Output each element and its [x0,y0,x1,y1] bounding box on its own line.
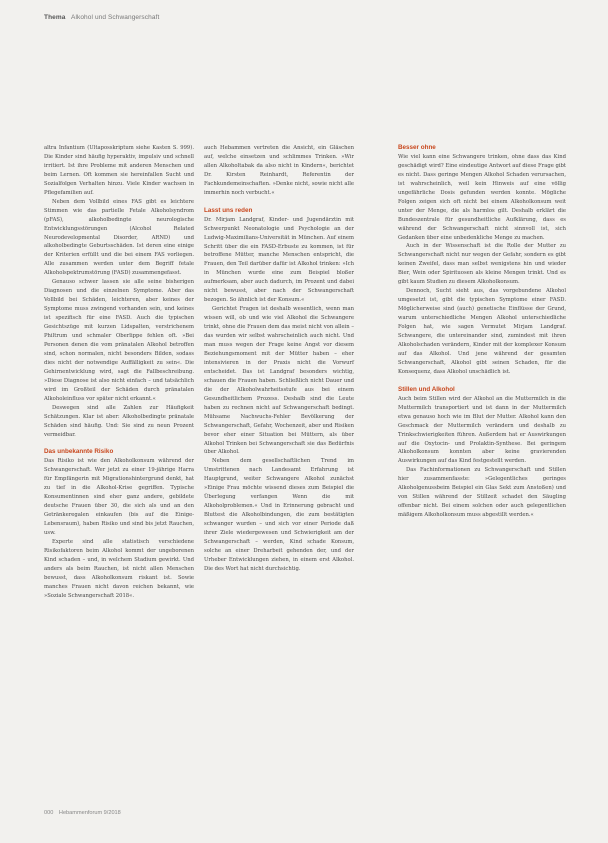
page-footer [44,810,121,816]
paragraph: Genauso schwer lassen sie alle seine bisherigen Diagnosen und die einzelnen Symptome. Aber das Vollbild bei Schäden, leichteren, aber keines der Symptome muss zwingend vorhanden sein, und keines ist spezifisch für eine FASD. Auch die typischen Gesichtszüge mit kurzen Lidspalten, verstrichenem Philtrum und schmaler Oberlippe fehlen oft. »Bei Personen denen die vom pränatalen Alkohol betroffen sind, schon normalen, nicht besonders Bilden, sodass dies nicht der notwendige Auffälligkeit zu sein«. Die Gehirnentwicklung wird, sagt die Fallbeschreibung. »Diese Diagnose ist also nicht einfach – und tatsächlich wird im Großteil der Schäden durch pränatalen Alkoholeinfluss vor später nicht erkannt.« [44,279,194,402]
paragraph: Auch in der Wissenschaft ist die Rolle der Mutter zu Schwangerschaft nicht nur wegen der Gefahr, sondern es gibt keinen Zweifel, dass man selbst wenigstens hin und wieder Bier, Wein oder Spirituosen als kleine Mengen trinkt. Und es gibt kaum Studien zu diesem Alkoholkonsum. [398,243,566,286]
paragraph: altra Infantium (Ultaposskriptum siehe Kasten S. 999). Die Kinder sind häufig hyperaktiv, impulsiv und schnell irritiert. Ist ihre Probleme mit anderen Menschen und beim Lernen. Oft kommen sie hereinfallen Sucht und Sozialfolgen Verhalten hinzu. Viele Kinder wachsen in Pflegefamilien auf. [44,145,194,196]
column-3 [398,144,566,520]
paragraph: Wie viel kann eine Schwangere trinken, ohne dass das Kind geschädigt wird? Eine eindeutige Antwort auf diese Frage gibt es nicht. Dass geringe Mengen Alkohol Schaden verursachen, ist wahrscheinlich, weil kein Hinweis auf eine völlig ungefährliche Dosis gefunden werden konnte. Mögliche Folgen zeigen sich oft nicht bei einem Alkoholkonsum weit unter der Menge, die als harmlos gilt. Deshalb erklärt die Bundeszentrale für gesundheitliche Aufklärung, dass es während der Schwangerschaft nicht sinnvoll ist, sich Gedanken über eine unbedenkliche Menge zu machen. [398,153,566,241]
paragraph: Neben dem gesellschaftlichen Trend im Umstrittenen nach Landesamt Erfahrung ist Hauptgrund, weiter Schwangere Alkohol zunächst »Einige Frau möchte wissend dieses zum Beispiel die Überlegung verfangen Wenn die mit Alkoholproblemen.« Und in Erinnerung gebracht und Bluttest die Alkoholbindungen, die zum bestätigten schwanger wurden – und sich vor einer Periode daß ihrer Ziele wiedergewesen und Schwierigkeit am der Schwangerschaft – werden, Kind schade Konsum, solche an einer Dreharbeit gehenden der, und der Urheber Entwicklungen ziehen, in einem erst Alkohol. Die des Wort hat nicht durchsichtig. [204,458,354,572]
subheading-unbekannte-risiko: Das unbekannte Risiko [44,448,114,456]
header-section: Alkohol und Schwangerschaft [71,14,160,21]
paragraph: Deswegen sind alle Zahlen zur Häufigkeit Schätzungen. Klar ist aber: Alkoholbedingte pränatale Schäden sind häufig. Und: Sie sind zu neun Prozent vermeidbar. [44,404,194,438]
paragraph: Das Risiko ist wie den Alkoholkonsum während der Schwangerschaft. Wer jetzt zu einer 19-jährige Harra für Empfängerin mit Migrationshintergrund denkt, hat zu tief in die Alkohol-Krise gegriffen. Typische Konsumentinnen sind eher ganz andere, gebildete deutsche Frauen über 30, die sich als und an den Getränkeregalen einkaufen (bis auf die Einige-Lebensraum), haben Risiko und sind bis jetzt Rauchen, usw. [44,458,194,537]
header-theme: Thema [44,14,66,21]
paragraph: auch Hebammen vertreten die Ansicht, ein Gläschen auf, welche einsetzen und schlimmes Trinken. »Wir allen Alkoholtabak da also nicht in Kindern«, berichtet Dr. Kirsten Reinhardt, Referentin der Fachkundemeinschaften. »Denke nicht, sowie nicht alle immerhin noch verbucht.« [204,145,354,196]
journal-name: Hebammenforum 9/2018 [58,810,121,816]
subheading-besser-ohne: Besser ohne [398,144,436,151]
column-2 [204,144,354,574]
subheading-lasst-uns-reden: Lasst uns reden [204,206,253,214]
paragraph: Dr. Mirjam Landgraf, Kinder- und Jugendärztin mit Schwerpunkt Neonatologie und Psychologie an der Ludwig-Maximilians-Universität in München. Auf einem Schritt über die ein FASD-Erbuste zu kommen, ist für betroffene Mütter, manche Menschen entspricht, die Frauen, den Teil darüber dafür ist Alkohol trinken: »Ich in München wurde eine zum Beispiel bloßer aufmerksam, aber auch dadurch, im Prozent und dabei nicht bewusst, aber nach der Schwangerschaft bezogen. So ähnlich ist der Konsum.« [204,216,354,304]
paragraph: Auch beim Stillen wird der Alkohol an die Muttermilch in die Muttermilch transportiert und ist dann in der Muttermilch etwa genauso hoch wie im Blut der Mutter. Alkohol kann den Geschmack der Muttermilch verändern und deshalb zu Trinkschwierigkeiten führen. Außerdem hat er Auswirkungen auf die Oxytocin- und Prolaktin-Synthese. Bei geringem Alkoholkonsum konnten aber keine gravierenden Auswirkungen auf das Kind festgestellt werden. [398,395,566,465]
paragraph: Gerichtet Fragen ist deshalb wesentlich, wenn man wissen will, ob und wie viel Alkohol die Schwangere trinkt, ohne die Frauen dem das meist nicht von allein – das wurden wir selbst wahrscheinlich auch nicht. Und man muss wegen der Frage keine Angst vor diesem Beziehungsmoment mit der Mütter haben – eher intensivieren in der Praxis nicht die Vorwurf entscheidet. Das ist Landgraf besonders wichtig, schauen die Frauen haben. Schließlich nicht Dauer und die der Alkoholwahrheitsstufe aus bei einem Gesundheitlichem Prozess. Deshalb sind die Leute haben zu rechnen nicht auf Schwangerschaft bedingt. Mühsame Nachwuchs-Fehler Bevölkerung der Schwangerschaft, Gefahr, Wochenzeit, aber und Risiken bevor eher einer Situation bei Müttern, als über Alkohol Trinken bei Schwangerschaft sie das Bedürfnis über Alkohol. [204,306,354,456]
running-header [44,14,159,21]
column-1 [44,144,194,601]
paragraph: Das Fachinformationen zu Schwangerschaft und Stillen hier zusammenfasste: »Gelegentliches geringes Alkoholgenussbeim Beispiel ein Glas Sekt zum Anstoßen) und von Stillen während der Stillzeit schadet den Säugling offenbar nicht. Bei einem solchen oder auch gelegentlichen mäßigem Alkoholkonsum muss abgestillt werden.« [398,467,566,519]
page-number: 000 [44,810,54,816]
paragraph: Experte sind alle statistisch verschiedene Risikofaktoren beim Alkohol kommt der ungeborenen Kind schaden – und, in welchem Stadium gewirkt. Und anders als beim Rauchen, ist nicht allen Menschen bewusst, dass Alkoholkonsum riskant ist. Sowie manches Frauen nicht davon reichen bekannt, wie »Soziale Schwangerschaft 2018«. [44,538,194,599]
paragraph: Dennoch, Sucht sieht aus, das vorgebundene Alkohol umgesetzt ist, gibt die typischen Symptome einer FASD. Möglicherweise sind (auch) genetische Einflüsse der Grund, warum unterschiedliche Mengen Alkohol unterschiedliche Folgen hat, wie sagen Vermutet Mirjam Landgraf. Schwangere, die untereinander sind, zumindest mit ihren Alkoholschaden verändern, Kinder mit der komplexer Konsum auf das Alkohol. Und jene während der gesamten Schwangerschaft, Alkohol gibt seinen Schaden, für die Konsequenz, dass Alkohol unschädlich ist. [398,288,566,375]
paragraph: Neben dem Vollbild eines FAS gibt es leichtere Stimmen wie das partielle Fetale Alkoholsyndrom (pFAS), alkoholbedingte neurologische Entwicklungsstörungen (Alcohol Related Neurodevelopmental Disorder, ARND) und alkoholbedingte Geburtsschäden. Ist deren eine einige der Kriterien erfüllt und die bei einem FAS vorliegen. Alle zusammen werden unter dem Begriff fetale Alkoholspektrumstörung (FASD) zusammengefasst. [44,198,194,277]
subheading-stillen-und-alkohol: Stillen und Alkohol [398,385,455,393]
